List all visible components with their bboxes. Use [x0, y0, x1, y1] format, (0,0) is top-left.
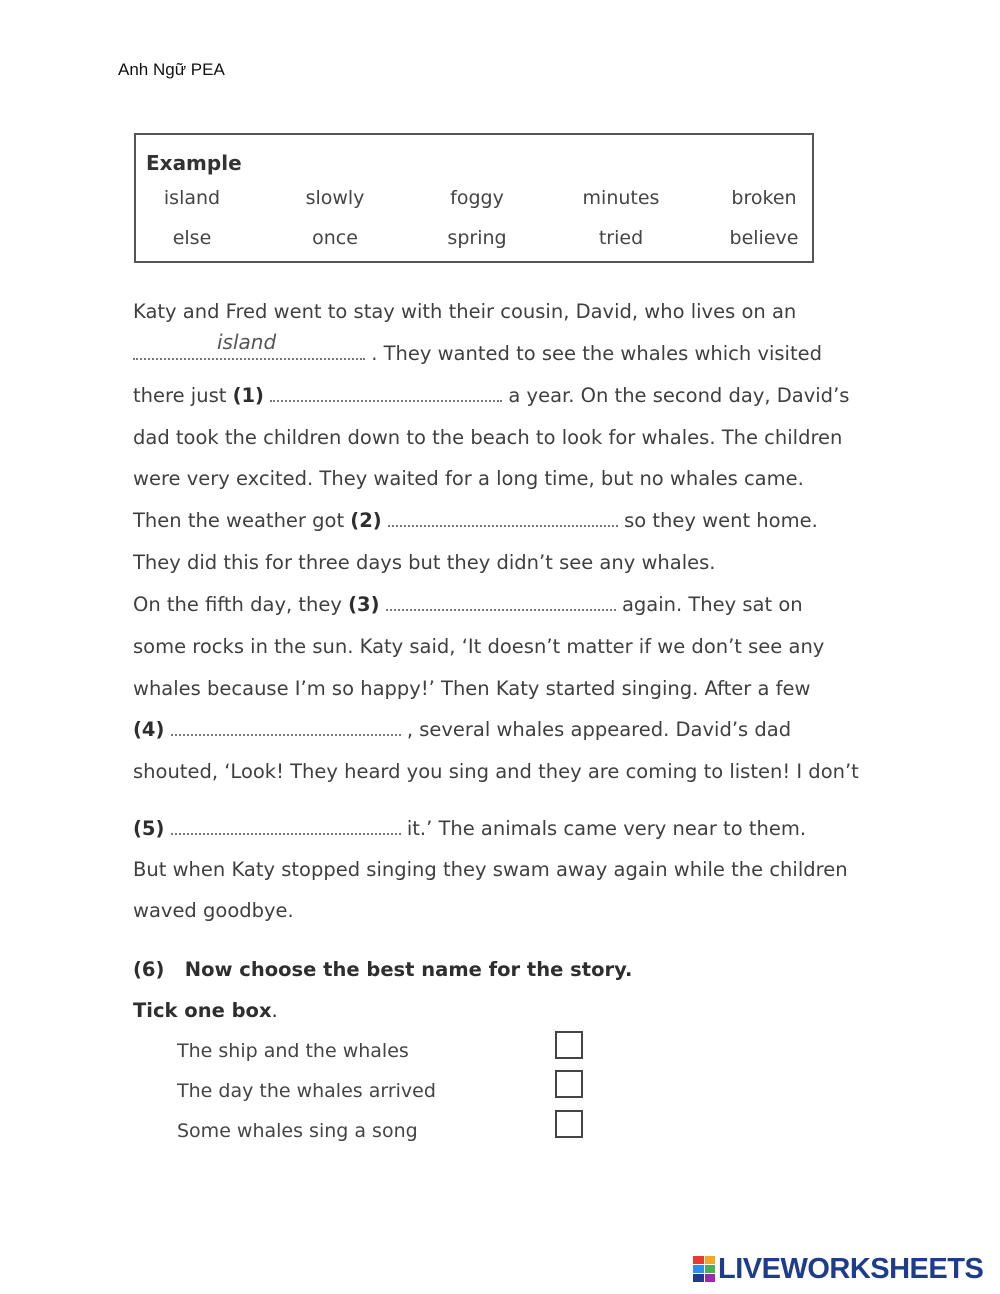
tick-box-2[interactable]: [555, 1070, 583, 1098]
header-label: Anh Ngữ PEA: [118, 60, 225, 79]
story-line: whales because I’m so happy!’ Then Katy started singing. After a few: [133, 677, 811, 700]
word-option: foggy: [450, 187, 504, 209]
word-option: slowly: [305, 187, 365, 209]
story-line: [133, 330, 822, 365]
example-title: Example: [146, 151, 242, 175]
tick-box-1[interactable]: [555, 1031, 583, 1059]
story-text: again. They sat on: [621, 593, 803, 616]
story-text: there just: [133, 384, 227, 407]
story-text: , several whales appeared. David’s dad: [406, 718, 792, 741]
gap-number: (4): [133, 718, 165, 741]
answer-blank-4[interactable]: [171, 718, 401, 736]
question-6: [133, 958, 632, 981]
story-text: . They wanted to see the whales which visited: [371, 342, 822, 365]
story-text: so they went home.: [624, 509, 818, 532]
story-text: a year. On the second day, David’s: [508, 384, 850, 407]
title-option: Some whales sing a song: [177, 1120, 418, 1142]
word-option: broken: [731, 187, 797, 209]
gap-number: (5): [133, 817, 165, 840]
answer-blank-2[interactable]: [388, 509, 618, 527]
gap-number: (1): [232, 384, 264, 407]
question-text: Now choose the best name for the story.: [184, 958, 633, 981]
tick-instruction-end: .: [271, 999, 278, 1022]
story-line: waved goodbye.: [133, 899, 294, 922]
story-line: Katy and Fred went to stay with their cousin, David, who lives on an: [133, 300, 797, 323]
word-option: once: [312, 227, 358, 249]
gap-number: (2): [350, 509, 382, 532]
question-number: (6): [133, 958, 165, 981]
liveworksheets-logo: [693, 1252, 983, 1286]
story-line: [133, 593, 803, 616]
example-answer: island: [217, 330, 277, 354]
word-option: minutes: [582, 187, 660, 209]
tick-instruction-bold: Tick one box: [133, 999, 272, 1022]
example-blank: [133, 330, 365, 360]
story-line: [133, 817, 806, 840]
word-option: spring: [447, 227, 507, 249]
story-text: On the fifth day, they: [133, 593, 342, 616]
story-line: [133, 718, 791, 741]
gap-number: (3): [348, 593, 380, 616]
story-line: [133, 384, 849, 407]
story-text: Then the weather got: [133, 509, 345, 532]
story-line: some rocks in the sun. Katy said, ‘It doesn’t matter if we don’t see any: [133, 635, 825, 658]
story-line: They did this for three days but they didn’t see any whales.: [133, 551, 716, 574]
tick-instruction: [133, 999, 278, 1022]
story-line: But when Katy stopped singing they swam away again while the children: [133, 858, 848, 881]
title-option: The day the whales arrived: [177, 1080, 436, 1102]
answer-blank-3[interactable]: [386, 593, 616, 611]
story-line: were very excited. They waited for a long time, but no whales came.: [133, 467, 804, 490]
word-option: island: [163, 187, 221, 209]
story-line: dad took the children down to the beach to look for whales. The children: [133, 426, 843, 449]
story-line: [133, 509, 818, 532]
title-option: The ship and the whales: [177, 1040, 409, 1062]
example-word-box: [134, 133, 814, 263]
logo-text: LIVEWORKSHEETS: [718, 1252, 984, 1285]
story-line: shouted, ‘Look! They heard you sing and they are coming to listen! I don’t: [133, 760, 859, 783]
logo-icon: [693, 1256, 715, 1282]
word-option: tried: [598, 227, 644, 249]
story-text: it.’ The animals came very near to them.: [406, 817, 807, 840]
answer-blank-5[interactable]: [171, 817, 401, 835]
tick-box-3[interactable]: [555, 1110, 583, 1138]
word-option: believe: [729, 227, 799, 249]
word-option: else: [172, 227, 212, 249]
answer-blank-1[interactable]: [270, 384, 502, 402]
